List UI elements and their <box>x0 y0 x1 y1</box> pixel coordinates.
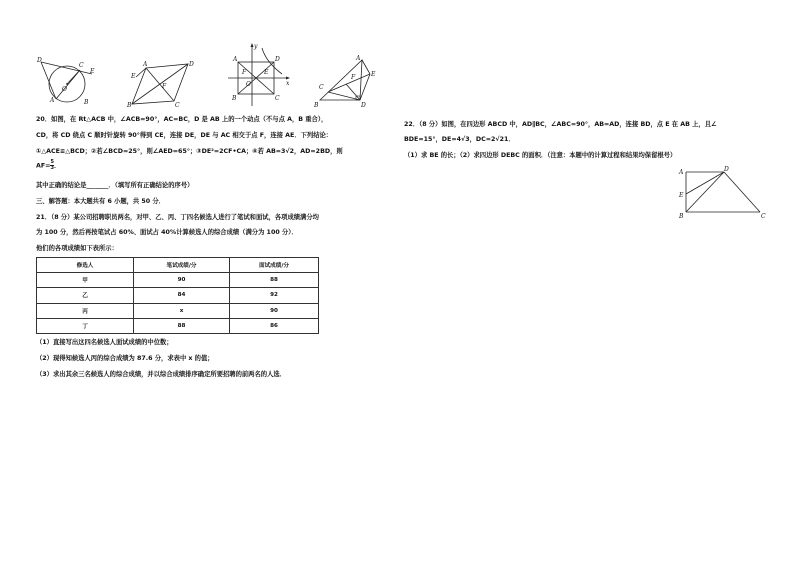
fig3-label: x <box>286 80 290 87</box>
fig1-label: D <box>37 57 42 64</box>
fig2-label: D <box>189 61 194 68</box>
table-cell: 88 <box>230 273 319 288</box>
table-cell: 丁 <box>37 318 134 333</box>
q21-sub-3: （3）求出其余三名候选人的综合成绩，并以综合成绩排序确定所要招聘的前两名的人选． <box>36 371 286 378</box>
fig1-label: C <box>79 62 84 69</box>
section-3-heading: 三、解答题：本大题共有 6 小题，共 50 分． <box>36 198 165 205</box>
table-cell: 92 <box>230 288 319 303</box>
table-cell: x <box>134 303 230 318</box>
fig5-label: C <box>761 213 766 220</box>
fig4-label: C <box>319 84 324 91</box>
fig1-label: B <box>84 99 89 106</box>
fig5-label: E <box>679 192 684 199</box>
figure-parallelogram <box>126 56 196 108</box>
figure-coordinate-hyperbola <box>224 42 292 108</box>
table-row <box>37 288 319 303</box>
fig2-label: B <box>127 102 132 108</box>
table-cell: 丙 <box>37 303 134 318</box>
fig4-label: F <box>351 74 356 81</box>
fig2-label: E <box>131 73 136 80</box>
fig4-label: B <box>314 102 319 108</box>
fig3-label: F <box>242 69 247 76</box>
q21-line-1: 21．（8 分）某公司招聘职员两名，对甲、乙、丙、丁四名候选人进行了笔试和面试，各项成绩满分均 <box>36 214 319 221</box>
figure-trapezoid <box>674 164 770 222</box>
fig5-label: A <box>679 169 684 176</box>
fig4-label: D <box>361 102 366 108</box>
fig3-label: A <box>233 56 238 63</box>
q20-line-2: CD，将 CD 绕点 C 顺时针旋转 90°得到 CE，连接 DE，DE 与 AC 相交于点 F，连接 AE．下列结论： <box>36 132 333 139</box>
q20-af-suffix: ． <box>53 162 61 170</box>
fig5-label: B <box>679 213 684 220</box>
table-cell: 86 <box>230 318 319 333</box>
table-cell: 88 <box>134 318 230 333</box>
q21-line-2: 为 100 分，然后再按笔试占 60%、面试占 40%计算候选人的综合成绩（满分为 100 分）． <box>36 229 298 236</box>
fraction-denominator: 3 <box>50 165 54 171</box>
fig1-label: E <box>90 68 95 75</box>
table-header-row <box>37 258 319 273</box>
table-cell: 乙 <box>37 288 134 303</box>
fig3-label: O <box>246 81 251 88</box>
q21-sub-2: （2）现得知候选人丙的综合成绩为 87.6 分，求表中 x 的值； <box>36 355 214 362</box>
table-row <box>37 273 319 288</box>
q21-sub-1: （1）直接写出这四名候选人面试成绩的中位数； <box>36 339 173 346</box>
fig4-label: A <box>356 55 361 62</box>
fig3-label: B <box>232 95 237 102</box>
fraction-numerator: 5 <box>50 159 54 165</box>
q21-line-3: 他们的各项成绩如下表所示： <box>36 245 118 252</box>
fig5-label: D <box>724 166 729 173</box>
fig3-label: y <box>254 43 258 50</box>
q22-line-1: 22．（8 分）如图，在四边形 ABCD 中，AD∥BC，∠ABC=90°，AB=AD，连接 BD，点 E 在 AB 上，且∠ <box>404 121 717 128</box>
table-header: 修选人 <box>37 258 134 273</box>
table-header: 面试成绩/分 <box>230 258 319 273</box>
q20-answer-line: 其中正确的结论是_______．（填写所有正确结论的序号） <box>36 182 194 189</box>
fig3-label: C <box>275 95 280 102</box>
table-cell: 90 <box>134 273 230 288</box>
table-cell: 甲 <box>37 273 134 288</box>
fig2-label: F <box>162 83 167 90</box>
table-row <box>37 303 319 318</box>
q20-af-prefix: AF= <box>36 162 51 170</box>
table-cell: 90 <box>230 303 319 318</box>
q20-line-4 <box>36 160 60 171</box>
fig1-label: O <box>62 86 67 93</box>
fig2-label: A <box>143 61 148 68</box>
fig3-label: D <box>275 56 280 63</box>
q22-line-2: BDE=15°，DE=4√3，DC=2√21． <box>404 136 515 143</box>
table-row <box>37 318 319 333</box>
q20-line-3: ①△ACE≌△BCD；②若∠BCD=25°，则∠AED=65°；③DE²=2CF•CA；④若 AB=3√2，AD=2BD，则 <box>36 148 343 155</box>
table-header: 笔试成绩/分 <box>134 258 230 273</box>
fig3-label: E <box>264 69 269 76</box>
figure-circle-tangent <box>34 52 96 108</box>
table-cell: 84 <box>134 288 230 303</box>
fig2-label: C <box>175 102 180 108</box>
scores-table <box>36 257 319 334</box>
q22-line-3: （1）求 BE 的长；（2）求四边形 DEBC 的面积．（注意：本题中的计算过程和结果均保留根号） <box>404 152 677 159</box>
q20-line-1: 20．如图，在 Rt△ACB 中，∠ACB=90°，AC=BC，D 是 AB 上的一个动点（不与点 A，B 重合）， <box>36 116 328 123</box>
figure-triangle-rotation <box>310 54 382 108</box>
fig1-label: A <box>50 97 55 104</box>
fig4-label: E <box>371 71 376 78</box>
